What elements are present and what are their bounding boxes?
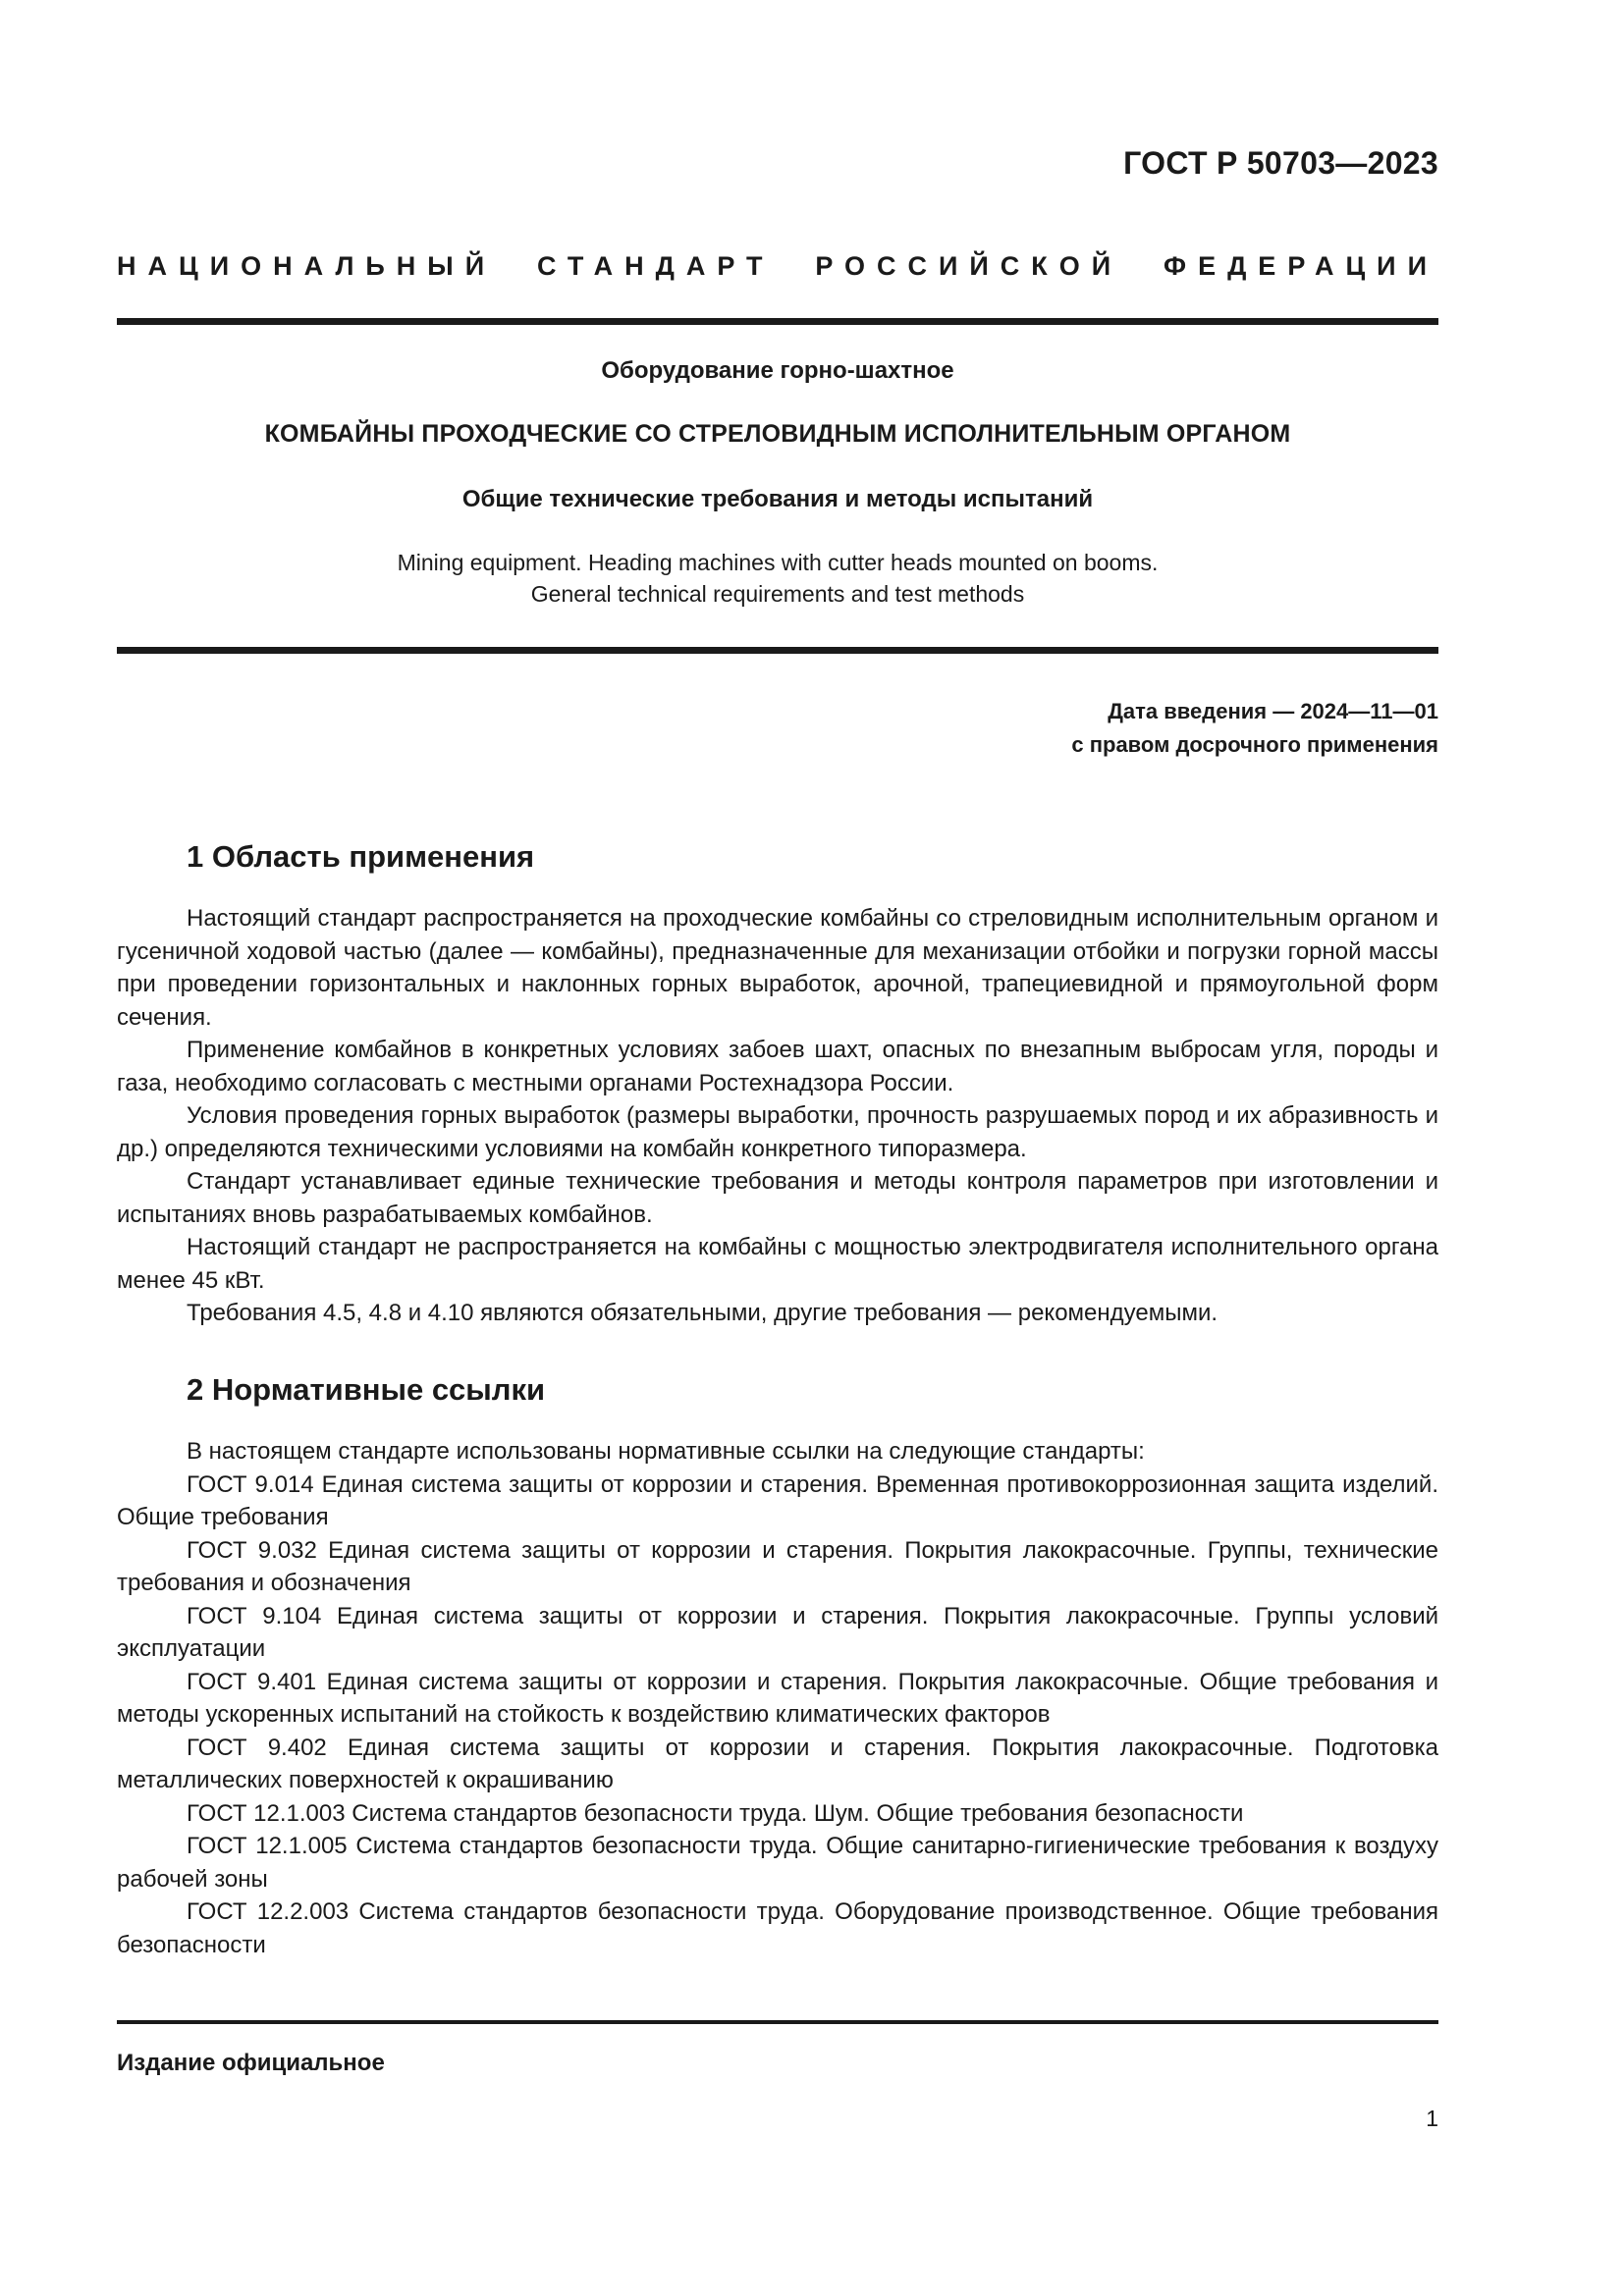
paragraph: Требования 4.5, 4.8 и 4.10 являются обязательными, другие требования — рекомендуемыми. xyxy=(187,1300,1218,1326)
section-body-references xyxy=(117,1435,1438,1961)
section-title-references: 2 Нормативные ссылки xyxy=(187,1372,546,1407)
section-title-scope: 1 Область применения xyxy=(187,839,535,874)
reference-item: ГОСТ 9.032 Единая система защиты от коррозии и старения. Покрытия лакокрасочные. Группы, технические требования и обозначения xyxy=(117,1536,1438,1596)
document-title: КОМБАЙНЫ ПРОХОДЧЕСКИЕ СО СТРЕЛОВИДНЫМ ИСПОЛНИТЕЛЬНЫМ ОРГАНОМ xyxy=(264,420,1291,448)
national-standard-heading: НАЦИОНАЛЬНЫЙ СТАНДАРТ РОССИЙСКОЙ ФЕДЕРАЦИИ xyxy=(117,251,1438,281)
reference-item: ГОСТ 9.402 Единая система защиты от коррозии и старения. Покрытия лакокрасочные. Подготовка металлических поверхностей к окрашиванию xyxy=(117,1734,1438,1793)
equipment-category: Оборудование горно-шахтное xyxy=(601,357,954,384)
reference-item: ГОСТ 9.014 Единая система защиты от коррозии и старения. Временная противокоррозионная защита изделий. Общие требования xyxy=(117,1470,1438,1530)
document-subtitle: Общие технические требования и методы испытаний xyxy=(461,486,1094,512)
top-divider xyxy=(117,318,1438,325)
paragraph: В настоящем стандарте использованы нормативные ссылки на следующие стандарты: xyxy=(187,1438,1145,1465)
introduction-date-block xyxy=(1071,695,1438,762)
early-application-note: с правом досрочного применения xyxy=(1071,732,1438,757)
paragraph: Применение комбайнов в конкретных условиях забоев шахт, опасных по внезапным выбросам угля, породы и газа, необходимо согласовать с местными органами Ростехнадзора России. xyxy=(117,1037,1438,1096)
english-title-line-1: Mining equipment. Heading machines with cutter heads mounted on booms. xyxy=(397,550,1159,575)
english-title-line-2: General technical requirements and test methods xyxy=(530,581,1025,607)
paragraph: Настоящий стандарт не распространяется на комбайны с мощностью электродвигателя исполнительного органа менее 45 кВт. xyxy=(117,1234,1438,1294)
introduction-date: Дата введения — 2024—11—01 xyxy=(1108,699,1438,723)
english-title xyxy=(117,547,1438,610)
section-body-scope xyxy=(117,902,1438,1330)
reference-item: ГОСТ 9.104 Единая система защиты от коррозии и старения. Покрытия лакокрасочные. Группы условий эксплуатации xyxy=(117,1602,1438,1662)
title-divider xyxy=(117,647,1438,654)
paragraph: Настоящий стандарт распространяется на проходческие комбайны со стреловидным исполнительным органом и гусеничной ходовой частью (далее — комбайны), предназначенные для механизации отбойки и погрузки горной массы при проведении горизонтальных и наклонных горных выработок, арочной, трапециевидной и прямоугольной форм сечения. xyxy=(117,905,1438,1031)
footer-divider xyxy=(117,2020,1438,2024)
official-edition-label: Издание официальное xyxy=(117,2050,385,2076)
page-number: 1 xyxy=(1426,2106,1438,2131)
standard-number: ГОСТ Р 50703—2023 xyxy=(1123,145,1438,181)
reference-item: ГОСТ 12.2.003 Система стандартов безопасности труда. Оборудование производственное. Общие требования безопасности xyxy=(117,1898,1438,1958)
paragraph: Условия проведения горных выработок (размеры выработки, прочность разрушаемых пород и их абразивность и др.) определяются техническими условиями на комбайн конкретного типоразмера. xyxy=(117,1102,1438,1162)
paragraph: Стандарт устанавливает единые технические требования и методы контроля параметров при изготовлении и испытаниях вновь разрабатываемых комбайнов. xyxy=(117,1168,1438,1228)
reference-item: ГОСТ 9.401 Единая система защиты от коррозии и старения. Покрытия лакокрасочные. Общие требования и методы ускоренных испытаний на стойкость к воздействию климатических факторов xyxy=(117,1668,1438,1728)
reference-item: ГОСТ 12.1.003 Система стандартов безопасности труда. Шум. Общие требования безопасности xyxy=(187,1799,1244,1827)
reference-item: ГОСТ 12.1.005 Система стандартов безопасности труда. Общие санитарно-гигиенические требования к воздуху рабочей зоны xyxy=(117,1833,1438,1893)
